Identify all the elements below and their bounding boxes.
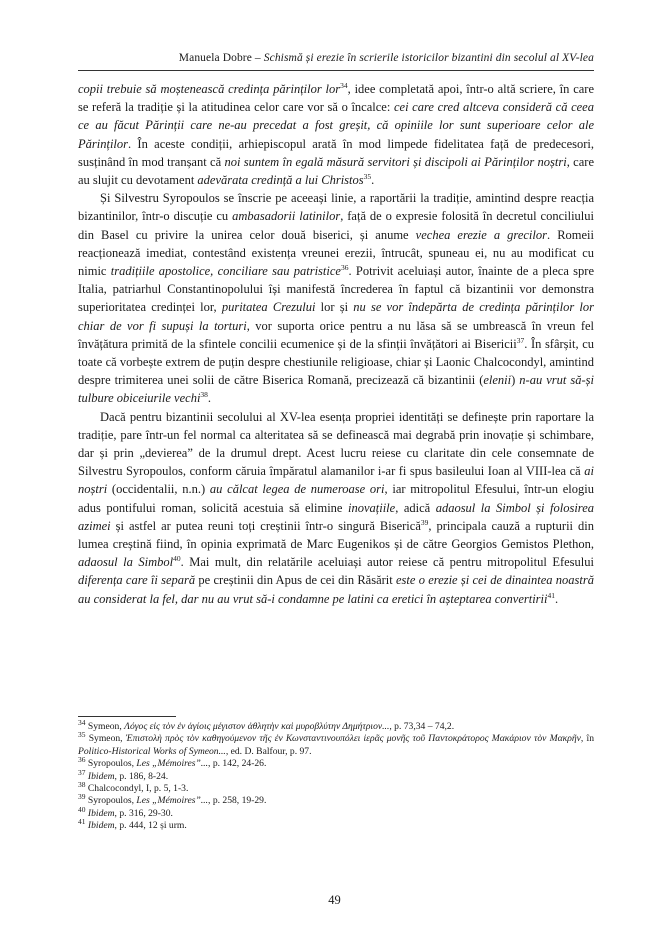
footnote-ref: 37 — [516, 335, 525, 345]
italic-text: Ibidem — [87, 770, 115, 782]
text-run: . — [554, 591, 559, 606]
italic-text: tradițiile apostolice, conciliare sau patristice — [110, 264, 341, 279]
italic-text: vechea erezie a grecilor — [415, 227, 547, 242]
footnotes — [78, 717, 594, 833]
text-run: . — [207, 391, 212, 406]
footnote-number: 35 — [78, 730, 86, 740]
footnote-number: 34 — [78, 717, 86, 727]
header-title: Schismă și erezie în scrierile istoricilor bizantini din secolul al XV-lea — [263, 52, 594, 64]
italic-text: puritatea Crezului — [221, 300, 316, 315]
text-run: , în — [580, 733, 594, 745]
text-run: , vor suporta orice pentru a nu lăsa să se umbrească în vreun fel învățătura primită de la sfintele concilii ecumenice și de la sfinții învățători ai Bisericii — [78, 318, 594, 351]
italic-text: elenii — [483, 373, 512, 388]
text-run: , ed. D. Balfour, p. 97. — [225, 745, 312, 757]
footnote — [78, 817, 594, 832]
text-run: . În aceste condiții, arhiepiscopul arată în mod limpede fidelitatea față de predecesori, susținând în mod tranșant că — [78, 136, 594, 169]
header-separator: – — [251, 52, 264, 64]
running-header — [78, 52, 594, 64]
text-run: Symeon, — [85, 733, 126, 745]
footnote-rule — [78, 716, 176, 717]
footnote-ref: 41 — [547, 590, 555, 600]
text-run: Chalcocondyl, I, p. 5, 1-3. — [85, 783, 189, 795]
italic-text: diferența care îi separă — [78, 573, 196, 588]
footnote — [78, 730, 594, 758]
footnote-number: 37 — [78, 767, 86, 777]
text-run: . Romeii reacționează imediat, contestând existența vreunei erezii, întrucât, spuneau ei, nu au modificat cu nimic — [78, 227, 594, 279]
header-author: Manuela Dobre — [178, 52, 252, 64]
footnote-number: 36 — [78, 755, 86, 765]
italic-text: copii trebuie să moștenească credința părinților lor — [78, 82, 341, 96]
footnote-ref: 39 — [420, 517, 429, 527]
text-run: . În sfârșit, cu toate că vorbește extrem de puțin despre chestiunile religioase, chiar și Laonic Chalcocondyl, amintind despre trimiterea unei solii de către Biserica Romană, precizează că bizantinii ( — [78, 336, 594, 388]
italic-text: ambasadorii latinilor — [232, 209, 341, 224]
text-run: Dacă pentru bizantinii secolului al XV-lea esența propriei identități se definește prin raportare la tradiție, pare într-un fel normal ca alteritatea să se definească mai degrabă prin inovație și schimbare, dar și prin „devierea” de la drumul drept. Acest lucru reiese cu claritate din cele consemnate de Silvestru Syropoulos, conform căruia împăratul alamanilor i-ar fi spus basileului Ioan al VIII-lea că — [78, 409, 594, 479]
footnote — [78, 717, 594, 733]
footnote-number: 40 — [78, 804, 86, 814]
text-run: , p. 73,34 – 74,2. — [389, 721, 455, 732]
footnote — [78, 755, 594, 770]
text-run: , p. 258, 19-29. — [208, 795, 267, 807]
italic-text: adaosul la Simbol — [78, 555, 174, 570]
italic-text: Politico-Historical Works of Symeon... — [78, 745, 226, 757]
italic-text: Les „Mémoires”... — [136, 795, 209, 807]
italic-text: Ibidem — [87, 820, 115, 832]
italic-text: n-au vrut să-și tulbure obiceiurile vechi — [78, 373, 594, 406]
text-run: , p. 142, 24-26. — [208, 758, 267, 770]
footnote-ref: 34 — [340, 80, 348, 90]
text-run: , față de o expresie folosită în decretul conciliului din Basel cu privire la unirea celor două biserici, și anume — [78, 209, 595, 242]
text-run: . — [371, 173, 375, 188]
footnote — [78, 792, 594, 807]
header-rule — [78, 70, 594, 71]
italic-text: cei care cred altceva consideră că ceea ce au făcut Părinții care ne-au precedat a fost greșit, că opiniile lor sunt superioare celor ale Părinților — [78, 100, 594, 151]
paragraph — [78, 80, 594, 189]
italic-text: ai noștri — [78, 464, 594, 497]
body-text — [78, 80, 594, 608]
footnote — [78, 779, 594, 795]
italic-text: au călcat legea de numeroase ori — [209, 482, 385, 497]
paragraph — [78, 189, 594, 407]
italic-text: noi suntem în egală măsură servitori și discipoli ai Părinților noștri — [224, 154, 567, 169]
footnote-text — [78, 733, 594, 756]
text-run: , adică — [395, 500, 436, 515]
paragraph — [78, 408, 594, 608]
footnote-number: 39 — [78, 792, 86, 802]
footnote — [78, 767, 594, 783]
text-run: . Potrivit aceluiași autor, înainte de a pleca spre Italia, patriarhul Constantinopolului își manifestă încrederea în faptul că bizantinii vor demonstra superioritatea credinței lor, — [78, 264, 594, 315]
text-run: pe creștinii din Apus de cei din Răsărit — [195, 573, 396, 588]
italic-text: nu se vor îndepărta de credința părinților lor chiar de vor fi supuși la torturi — [78, 300, 594, 333]
text-run: Syropoulos, — [85, 795, 137, 807]
italic-text: adevărata credință a lui Christos — [197, 173, 364, 188]
footnote-number: 41 — [78, 817, 86, 827]
footnote-ref: 40 — [173, 554, 181, 564]
text-run: , care au slujit cu devotament — [78, 154, 594, 188]
text-run: , idee completată apoi, într-o altă scriere, în care se referă la tradiție și la atitudinea celor care vor să o încalce: — [78, 82, 594, 115]
text-run: Și Silvestru Syropoulos se înscrie pe aceeași linie, a raportării la tradiție, amintind despre reacția bizantinilor, într-o discuție cu — [78, 191, 594, 224]
footnote-ref: 38 — [200, 390, 208, 400]
text-run: ) — [511, 373, 520, 388]
italic-text: este o erezie și cei de dinaintea noastră au considerat la fel, dar nu au vrut să-i condamne pe latini ca eretici în așteptarea convertirii — [78, 573, 595, 606]
italic-text: adaosul la Simbol și folosirea azimei — [78, 500, 595, 533]
footnote-number: 38 — [78, 779, 86, 789]
footnote-ref: 36 — [340, 262, 349, 272]
text-run: , principala cauză a rupturii din lumea creștină fiind, în opinia exprimată de Marc Eugenikos și de către Georgios Gemistos Plethon, — [78, 518, 595, 552]
italic-text: inovațiile — [347, 500, 396, 515]
footnote — [78, 804, 594, 820]
italic-text: Ibidem — [87, 807, 115, 819]
text-run: , p. 444, 12 și urm. — [114, 820, 187, 832]
footnote-ref: 35 — [363, 171, 372, 181]
italic-text: Ἐπιστολὴ πρὸς τὸν καθηγούμενον τῆς ἐν Κωνσταντινουπόλει ἱερᾶς μονῆς τοῦ Παντοκράτορος Μακάριον τὸν Μακρῆν — [125, 733, 581, 745]
page-number: 49 — [328, 893, 341, 907]
text-run: Symeon, — [85, 721, 125, 732]
text-run: și astfel ar putea reuni toți creștinii într-o singură Biserică — [110, 518, 421, 533]
text-run: , p. 186, 8-24. — [114, 770, 169, 782]
text-run: , iar mitropolitul Efesului, într-un elogiu adus pontifului roman, solicită acestuia să elimine — [78, 482, 594, 515]
italic-text: Les „Mémoires”... — [136, 758, 209, 770]
text-run: Syropoulos, — [85, 758, 137, 770]
text-run: , p. 316, 29-30. — [114, 807, 173, 819]
text-run: lor și — [315, 300, 354, 315]
italic-text: Λόγος εἰς τὸν ἐν ἁγίοις μέγιστον ἀθλητὴν καὶ μυροβλύτην Δημήτριον... — [124, 721, 390, 732]
text-run: (occidentalii, n.n.) — [107, 482, 210, 497]
text-run: . Mai mult, din relatările aceluiași autor reiese că pentru mitropolitul Efesului — [180, 555, 594, 570]
